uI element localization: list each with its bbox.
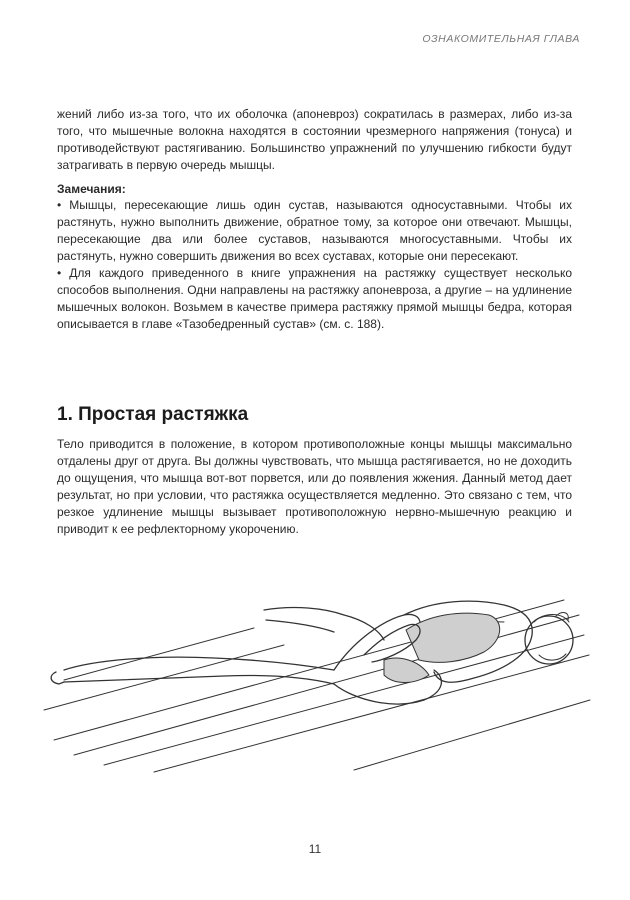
notes-title: Замечания: [57, 182, 126, 196]
intro-paragraph: жений либо из-за того, что их оболочка (апоневроз) сократилась в размерах, либо из-за того, что мышечные волокна находятся в состоянии чрезмерного напряжения (тонуса) и противодействуют растягиванию. Большинство упражнений по улучшению гибкости будут затрагивать в первую очередь мышцы. [57, 107, 572, 172]
floor-line [64, 628, 254, 680]
floor-line [44, 645, 284, 710]
section-paragraph: Тело приводится в положение, в котором противоположные концы мышцы максимально отдалены друг от друга. Вы должны чувствовать, что мышца растягивается, но не доходить до ощущения, что мышца вот-вот порвется, или до появления жжения. Данный метод дает результат, но при условии, что растяжка осуществляется медленно. Это связано с тем, что резкое удлинение мышцы вызывает противоположную нервно-мышечную реакцию и приводит к ее рефлекторному укорочению. [57, 437, 572, 536]
note-item: • Для каждого приведенного в книге упражнения на растяжку существует несколько способов выполнения. Одни направлены на растяжку апоневроза, а другие – на удлинение мышечных волокон. Возьмем в качестве примера растяжку прямой мышцы бедра, которая описывается в главе «Тазобедренный сустав» (см. с. 188). [57, 266, 572, 331]
floor-line [104, 635, 584, 765]
running-title: ОЗНАКОМИТЕЛЬНАЯ ГЛАВА [422, 33, 580, 45]
stretch-illustration [34, 560, 594, 780]
notes-list [57, 197, 572, 333]
page-number: 11 [308, 842, 322, 856]
floor-line [354, 700, 590, 770]
floor-line [74, 615, 579, 755]
section-heading: 1. Простая растяжка [57, 404, 249, 425]
note-item: • Мышцы, пересекающие лишь один сустав, называются односуставными. Чтобы их растянуть, нужно выполнить движение, обратное тому, за которое они отвечают. Мышцы, пересекающие два или более суставов, называются многосуставными. Чтобы их растянуть, нужно совершить движения во всех суставах, которые они пересекают. [57, 198, 572, 263]
